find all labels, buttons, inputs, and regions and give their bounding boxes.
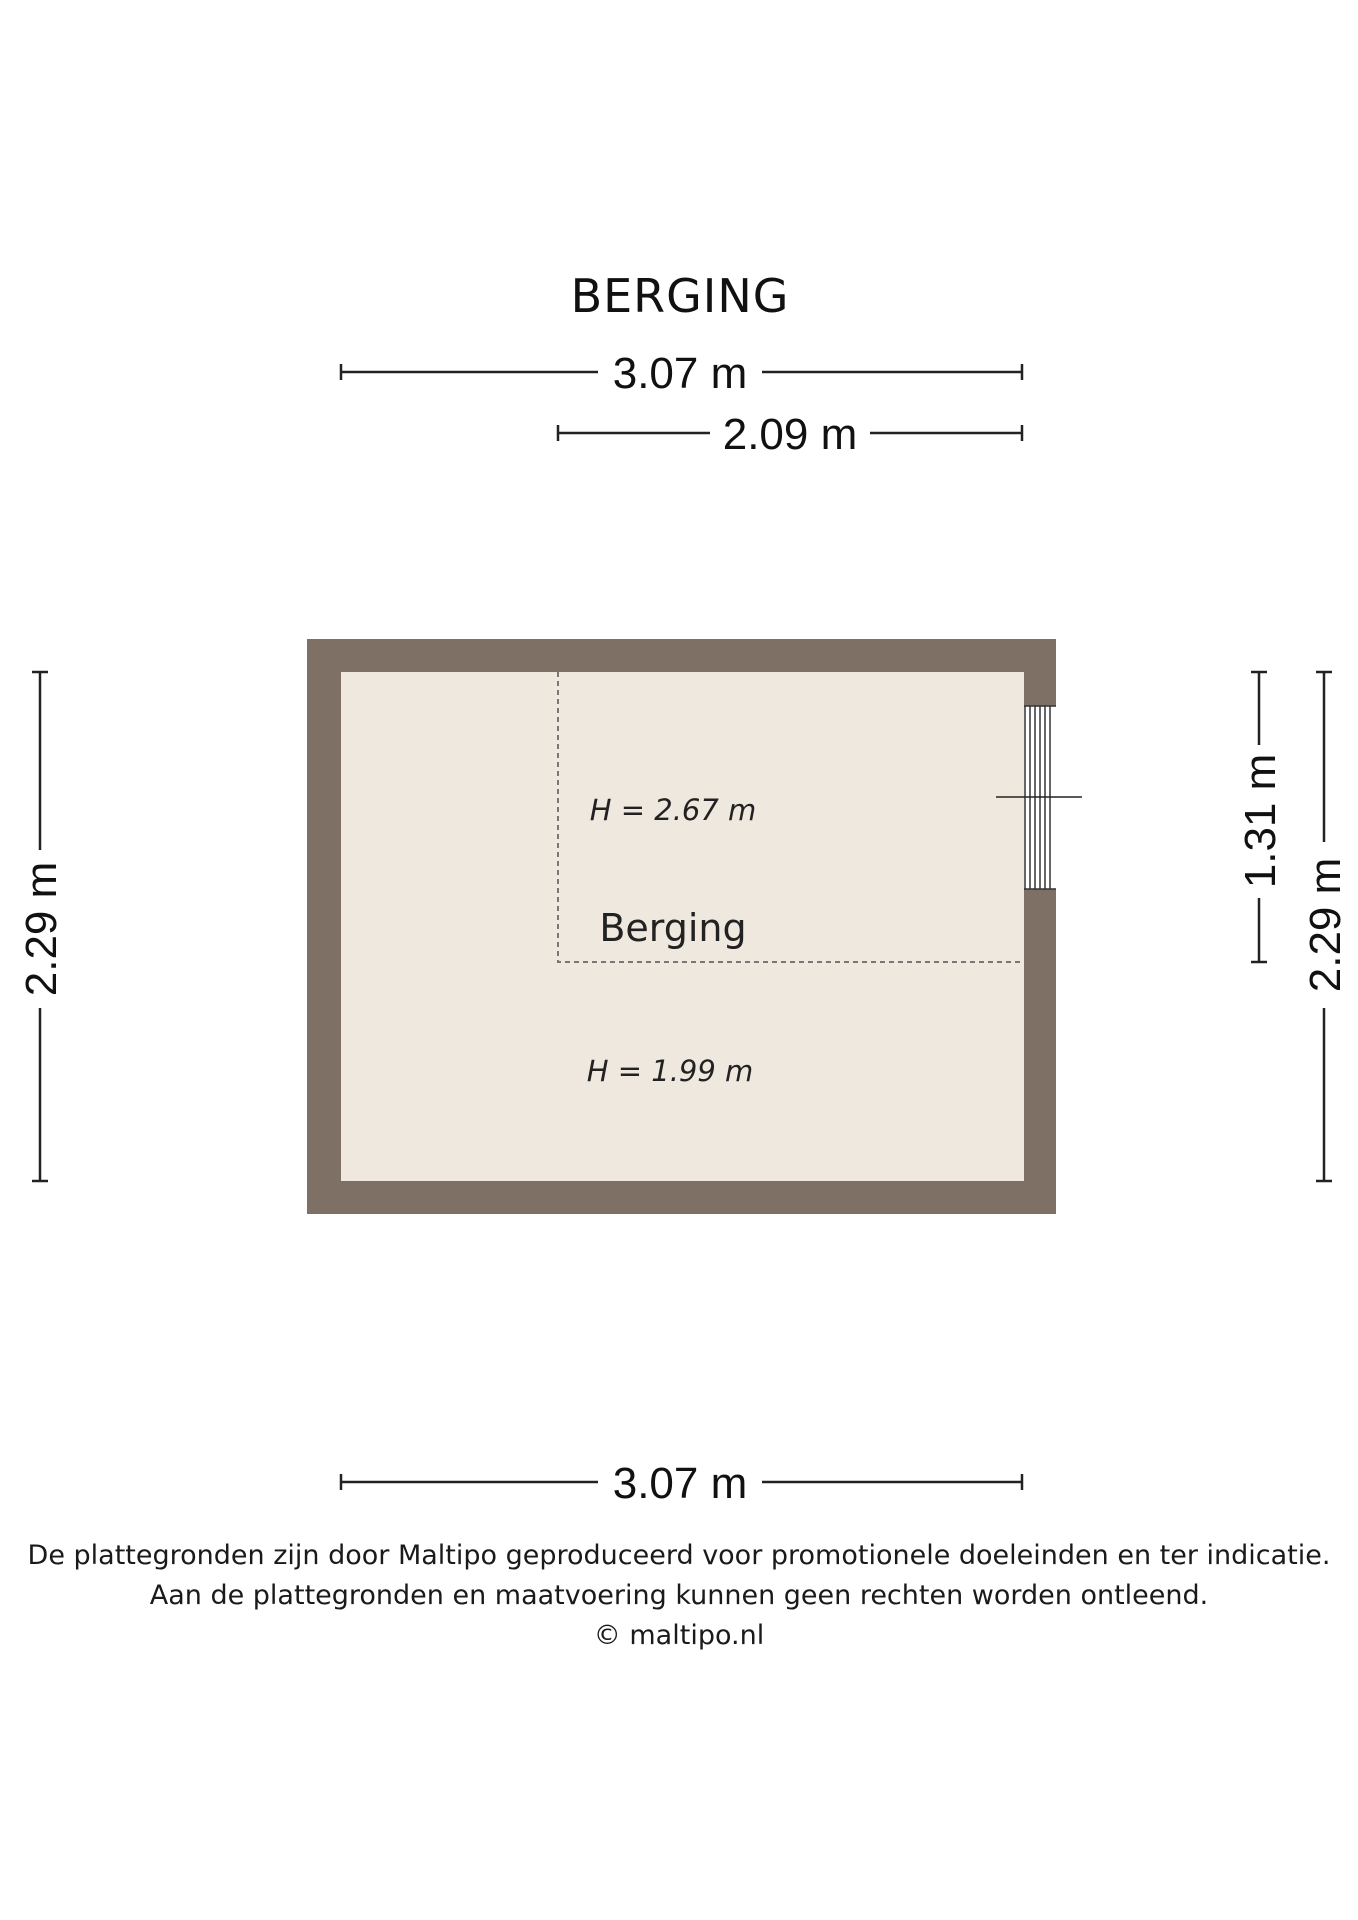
top-outer-dimension-label: 3.07 m	[612, 349, 748, 398]
plan-title: BERGING	[570, 269, 790, 323]
top-inner-dimension-label: 2.09 m	[722, 410, 858, 459]
disclaimer-line-2: Aan de plattegronden en maatvoering kunnen geen rechten worden ontleend.	[149, 1580, 1209, 1611]
disclaimer	[0, 1536, 1358, 1656]
right-window-dimension	[1236, 672, 1285, 962]
right-window-dimension-label: 1.31 m	[1236, 753, 1285, 889]
right-outer-dimension	[1301, 672, 1350, 1181]
room-name: Berging	[599, 906, 747, 950]
height-label-high: H = 2.67 m	[589, 793, 757, 827]
left-dimension-label: 2.29 m	[17, 861, 66, 997]
bottom-dimension	[341, 1459, 1022, 1508]
top-inner-dimension	[558, 410, 1022, 459]
bottom-dimension-label: 3.07 m	[612, 1459, 748, 1508]
height-label-low: H = 1.99 m	[586, 1054, 754, 1088]
copyright-link[interactable]: © maltipo.nl	[593, 1620, 765, 1651]
disclaimer-line-1: De plattegronden zijn door Maltipo geproduceerd voor promotionele doeleinden en ter indicatie.	[27, 1540, 1331, 1571]
left-dimension	[17, 672, 66, 1181]
top-outer-dimension	[341, 349, 1022, 398]
right-outer-dimension-label: 2.29 m	[1301, 857, 1350, 993]
